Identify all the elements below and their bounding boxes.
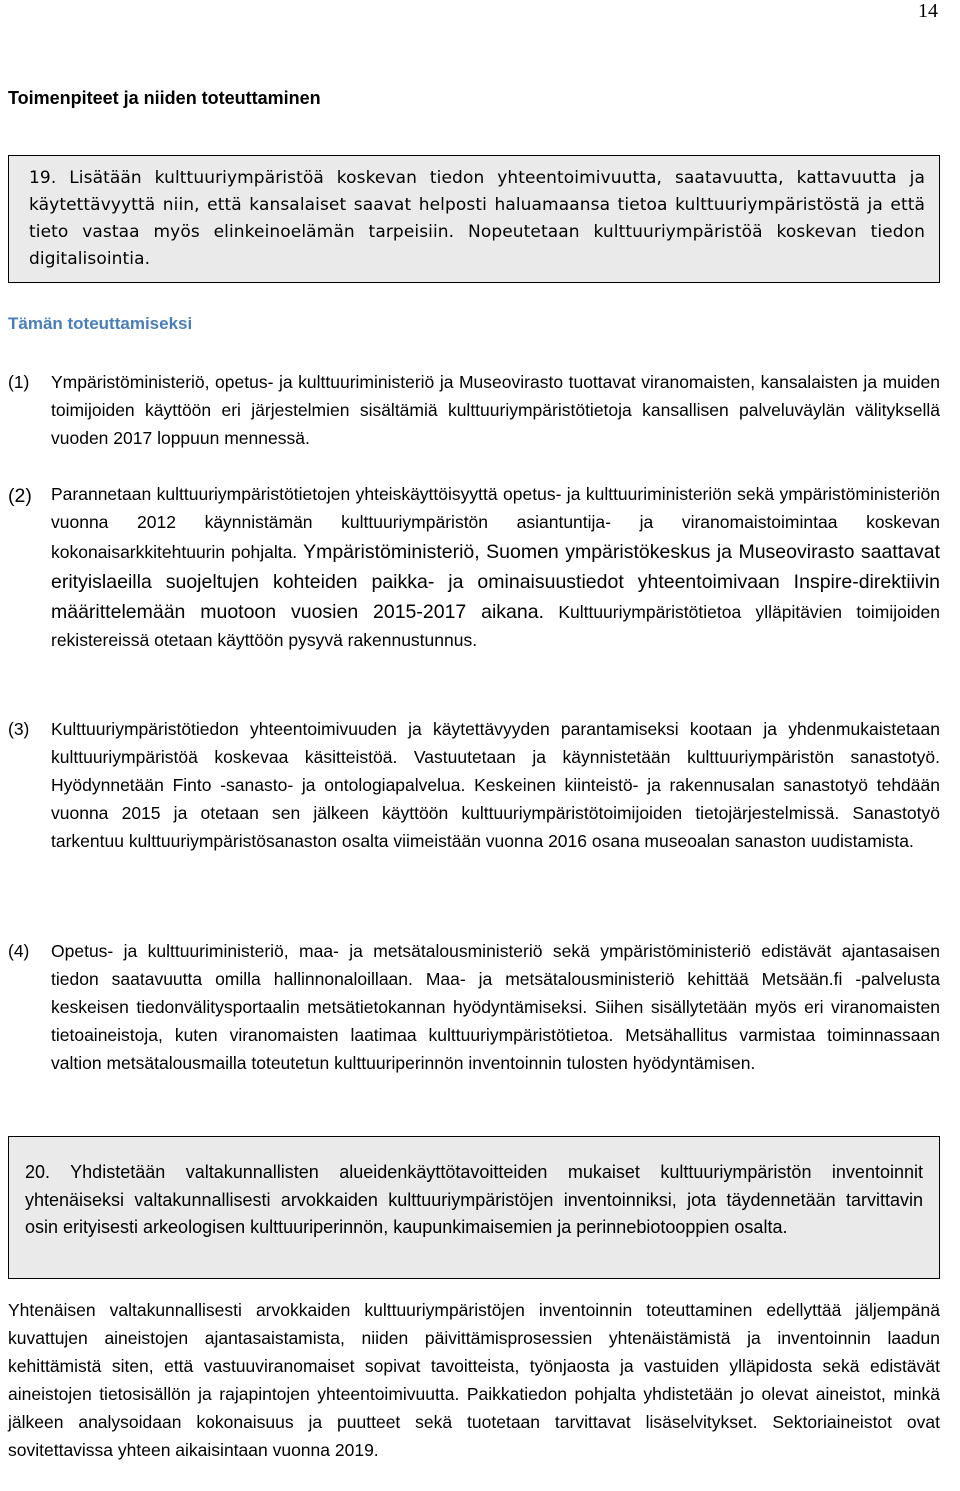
item-number: (3) bbox=[8, 719, 30, 739]
list-item bbox=[8, 369, 940, 453]
list-item bbox=[8, 938, 940, 1078]
list-item bbox=[8, 481, 940, 655]
item-number: (4) bbox=[8, 941, 30, 961]
action-list bbox=[8, 481, 940, 682]
item-number: (1) bbox=[8, 372, 30, 392]
action-list bbox=[8, 716, 940, 883]
page-number: 14 bbox=[918, 0, 938, 22]
item-text: Ympäristöministeriö, opetus- ja kulttuuriministeriö ja Museovirasto tuottavat viranomaisten, kansalaisten ja muiden toimijoiden käyttöön eri järjestelmien sisältämiä kulttuuriympäristötietoja kansallisen palveluväylän välityksellä vuoden 2017 loppuun mennessä. bbox=[51, 372, 940, 448]
item-text: Kulttuuriympäristötiedon yhteentoimivuuden ja käytettävyyden parantamiseksi kootaan ja yhdenmukaistetaan kulttuuriympäristöä koskevaa käsitteistöä. Vastuutetaan ja käynnistetään kulttuuriympäristön sanastotyö. Hyödynnetään Finto -sanasto- ja ontologiapalvelua. Keskeinen kiinteistö- ja rakennusalan sanastotyö tehdään vuonna 2015 ja otetaan sen jälkeen käyttöön kulttuuriympäristötoimijoiden tietojärjestelmissä. Sanastotyö tarkentuu kulttuuriympäristösanaston osalta viimeistään vuonna 2016 osana museoalan sanaston uudistamista. bbox=[51, 719, 940, 851]
item-text bbox=[51, 481, 940, 655]
section-heading: Tämän toteuttamiseksi bbox=[8, 314, 193, 333]
action-list bbox=[8, 369, 940, 480]
measure-box-20 bbox=[8, 1136, 940, 1279]
item-text-emphasis: Ympäristöministeriö, Suomen ympäristökeskus ja Museovirasto saattavat erityislaeilla suojeltujen kohteiden paikka- ja ominaisuustiedot yhteentoimivaan Inspire-direktiivin määrittelemään muotoon vuosien 2015-2017 aikana. bbox=[51, 540, 940, 623]
item-text-part: Parannetaan kulttuuriympäristötietojen yhteiskäyttöisyyttä opetus- ja kulttuuriministeriön sekä ympäristöministeriön vuonna 2012 käynnistämän kulttuuriympäristön asiantuntija- ja viranomaistoimintaa koskevan kokonaisarkkitehtuurin pohjalta. bbox=[51, 484, 940, 562]
measure-text-19: 19. Lisätään kulttuuriympäristöä koskevan tiedon yhteentoimivuutta, saatavuutta, kattavuutta ja käytettävyyttä niin, että kansalaiset saavat helposti haluamaansa tietoa kulttuuriympäristöstä ja että tieto vastaa myös elinkeinoelämän tarpeisiin. Nopeutetaan kulttuuriympäristöä koskevan tiedon digitalisointia. bbox=[29, 168, 925, 269]
closing-paragraph: Yhtenäisen valtakunnallisesti arvokkaiden kulttuuriympäristöjen inventoinnin toteuttaminen edellyttää jäljempänä kuvattujen aineistojen ajantasaistamista, niiden päivittämisprosessien yhtenäistämistä ja inventoinnin laadun kehittämistä siten, että vastuuviranomaiset sopivat tavoitteista, työnjaosta ja vastuiden ylläpidosta sekä edistävät aineistojen tietosisällön ja rajapintojen yhteentoimivuutta. Paikkatiedon pohjalta yhdistetään jo olevat aineistot, minkä jälkeen analysoidaan kokonaisuus ja puutteet sekä tuotetaan tarvittavat lisäselvitykset. Sektoriaineistot ovat sovitettavissa yhteen aikaisintaan vuonna 2019. bbox=[8, 1300, 940, 1460]
list-item bbox=[8, 716, 940, 856]
action-list bbox=[8, 938, 940, 1105]
page-title: Toimenpiteet ja niiden toteuttaminen bbox=[8, 88, 321, 108]
measure-text-20: 20. Yhdistetään valtakunnallisten alueidenkäyttötavoitteiden mukaiset kulttuuriympäristön inventoinnit yhtenäiseksi valtakunnallisesti arvokkaiden kulttuuriympäristöjen inventoinniksi, jota täydennetään tarvittavin osin erityisesti arkeologisen kulttuuriperinnön, kaupunkimaisemien ja perinnebiotooppien osalta. bbox=[25, 1162, 923, 1237]
item-number: (2) bbox=[8, 485, 32, 507]
item-text: Opetus- ja kulttuuriministeriö, maa- ja metsätalousministeriö sekä ympäristöministeriö edistävät ajantasaisen tiedon saatavuutta omilla hallinnonaloillaan. Maa- ja metsätalousministeriö kehittää Metsään.fi -palvelusta keskeisen tiedonvälitysportaalin metsätietokannan hyödyntämiseksi. Siihen sisällytetään myös eri viranomaisten tietoaineistoja, kuten viranomaisten laatimaa kulttuuriympäristötietoa. Metsähallitus varmistaa toiminnassaan valtion metsätalousmailla toteutetun kulttuuriperinnön inventoinnin tulosten hyödyntämisen. bbox=[51, 941, 940, 1073]
measure-box-19 bbox=[8, 155, 940, 283]
item-text-part: Kulttuuriympäristötietoa ylläpitävien toimijoiden rekistereissä otetaan käyttöön pysyvä rakennustunnus. bbox=[51, 601, 940, 650]
